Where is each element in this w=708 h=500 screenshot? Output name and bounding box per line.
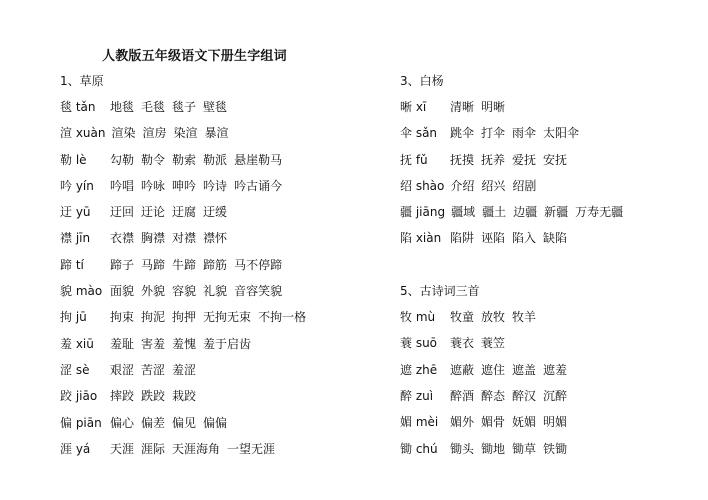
vocab-entry xyxy=(400,229,700,255)
compound-word: 陷阱 xyxy=(450,231,475,246)
compound-word: 勾勒 xyxy=(110,152,135,167)
vocab-entry xyxy=(400,308,700,334)
compound-word: 音容笑貌 xyxy=(234,284,283,299)
compound-word: 遮住 xyxy=(481,362,506,377)
vocab-entry xyxy=(60,256,380,282)
vocab-entry xyxy=(60,387,380,413)
compound-word: 壁毯 xyxy=(203,100,228,114)
compound-word: 迂论 xyxy=(141,205,166,220)
compound-word: 艰涩 xyxy=(110,362,135,377)
character-pinyin: 疆 jiāng xyxy=(400,205,446,220)
compound-word: 勒索 xyxy=(172,152,197,167)
compound-word: 栽跤 xyxy=(172,389,197,404)
compound-word: 渲染 xyxy=(111,126,136,141)
compound-word: 铁锄 xyxy=(543,441,568,456)
compound-word: 醉酒 xyxy=(450,388,475,403)
vocab-entry xyxy=(60,335,380,361)
section-spacer xyxy=(400,256,700,282)
compound-word: 拘泥 xyxy=(141,310,166,325)
word-group xyxy=(450,100,512,114)
character-pinyin: 跤 jiāo xyxy=(60,389,98,404)
compound-word: 牧童 xyxy=(450,310,475,325)
character-pinyin: 醉 zuì xyxy=(400,388,434,403)
compound-word: 拘束 xyxy=(110,310,135,325)
word-group xyxy=(110,442,282,456)
compound-word: 天涯海角 xyxy=(172,441,221,456)
compound-word: 涯际 xyxy=(141,441,166,456)
character-pinyin: 牧 mù xyxy=(400,310,436,325)
word-group xyxy=(451,205,630,219)
compound-word: 锄头 xyxy=(450,441,475,456)
compound-word: 迂回 xyxy=(110,205,135,220)
compound-word: 缺陷 xyxy=(543,231,568,246)
compound-word: 新疆 xyxy=(544,205,569,220)
character-pinyin: 绍 shào xyxy=(400,178,445,193)
compound-word: 呻吟 xyxy=(172,178,197,193)
character-pinyin: 抚 fǔ xyxy=(400,152,428,167)
left-column xyxy=(60,72,380,466)
vocab-entry xyxy=(60,98,380,124)
vocab-entry xyxy=(400,177,700,203)
vocab-entry xyxy=(60,177,380,203)
compound-word: 放牧 xyxy=(481,310,506,325)
compound-word: 媚外 xyxy=(450,415,475,430)
compound-word: 面貌 xyxy=(110,284,135,299)
compound-word: 雨伞 xyxy=(512,126,537,141)
compound-word: 跳伞 xyxy=(450,126,475,141)
compound-word: 吟咏 xyxy=(141,178,166,193)
compound-word: 疆土 xyxy=(482,205,507,220)
compound-word: 妩媚 xyxy=(512,415,537,430)
compound-word: 明媚 xyxy=(543,415,568,430)
compound-word: 偏心 xyxy=(110,415,135,430)
vocab-entry xyxy=(60,151,380,177)
compound-word: 安抚 xyxy=(543,152,568,167)
compound-word: 衣襟 xyxy=(110,231,135,246)
compound-word: 蓑衣 xyxy=(450,336,475,351)
compound-word: 陷入 xyxy=(512,231,537,246)
compound-word: 勒令 xyxy=(141,152,166,167)
word-group xyxy=(450,153,574,167)
character-pinyin: 勒 lè xyxy=(60,152,87,167)
vocab-entry xyxy=(400,151,700,177)
character-pinyin: 晰 xī xyxy=(400,100,427,114)
character-pinyin: 涩 sè xyxy=(60,362,90,377)
character-pinyin: 吟 yín xyxy=(60,178,94,193)
vocab-entry xyxy=(60,308,380,334)
word-group xyxy=(110,153,289,167)
vocab-entry xyxy=(400,334,700,360)
compound-word: 悬崖勒马 xyxy=(234,152,283,167)
compound-word: 摔跤 xyxy=(110,389,135,404)
compound-word: 马蹄 xyxy=(141,257,166,272)
entry-list xyxy=(60,98,380,466)
page-title: 人教版五年级语文下册生字组词 xyxy=(102,49,287,64)
compound-word: 遮盖 xyxy=(512,362,537,377)
vocab-entry xyxy=(60,361,380,387)
compound-word: 绍兴 xyxy=(481,178,506,193)
vocab-entry xyxy=(60,203,380,229)
compound-word: 拘押 xyxy=(172,310,197,325)
word-group xyxy=(110,258,289,272)
compound-word: 一望无涯 xyxy=(227,441,276,456)
vocab-entry xyxy=(400,387,700,413)
compound-word: 蓑笠 xyxy=(481,336,506,351)
compound-word: 羞耻 xyxy=(110,336,135,351)
vocab-entry xyxy=(400,413,700,439)
word-group xyxy=(450,231,574,245)
vocab-entry xyxy=(60,414,380,440)
vocab-entry xyxy=(400,361,700,387)
compound-word: 遮蔽 xyxy=(450,362,475,377)
compound-word: 容貌 xyxy=(172,284,197,299)
compound-word: 醉态 xyxy=(481,388,506,403)
compound-word: 暴渲 xyxy=(204,126,229,141)
compound-word: 襟怀 xyxy=(203,231,228,246)
character-pinyin: 媚 mèi xyxy=(400,415,439,430)
compound-word: 清晰 xyxy=(450,100,475,114)
compound-word: 染渲 xyxy=(173,126,198,141)
compound-word: 媚骨 xyxy=(481,415,506,430)
compound-word: 地毯 xyxy=(110,100,135,114)
compound-word: 绍剧 xyxy=(512,178,537,193)
character-pinyin: 涯 yá xyxy=(60,441,91,456)
compound-word: 锄草 xyxy=(512,441,537,456)
word-group xyxy=(110,363,203,377)
compound-word: 打伞 xyxy=(481,126,506,141)
compound-word: 吟唱 xyxy=(110,178,135,193)
word-group xyxy=(111,126,235,140)
compound-word: 介绍 xyxy=(450,178,475,193)
word-group xyxy=(110,310,313,324)
section-heading: 1、草原 xyxy=(60,74,104,88)
character-pinyin: 拘 jū xyxy=(60,310,87,325)
compound-word: 羞于启齿 xyxy=(203,336,252,351)
compound-word: 偏偏 xyxy=(203,415,228,430)
compound-word: 马不停蹄 xyxy=(234,257,283,272)
compound-word: 边疆 xyxy=(513,205,538,220)
compound-word: 苦涩 xyxy=(141,362,166,377)
compound-word: 毯子 xyxy=(172,100,197,114)
compound-word: 无拘无束 xyxy=(203,310,252,325)
word-group xyxy=(450,179,543,193)
vocab-entry xyxy=(400,124,700,150)
word-group xyxy=(450,389,574,403)
section-heading: 5、古诗词三首 xyxy=(400,284,480,299)
compound-word: 沉醉 xyxy=(543,388,568,403)
compound-word: 外貌 xyxy=(141,284,166,299)
compound-word: 万寿无疆 xyxy=(575,205,624,220)
vocab-entry xyxy=(400,440,700,466)
word-group xyxy=(450,363,574,377)
compound-word: 偏见 xyxy=(172,415,197,430)
compound-word: 跌跤 xyxy=(141,389,166,404)
compound-word: 爱抚 xyxy=(512,152,537,167)
vocab-entry xyxy=(60,440,380,466)
character-pinyin: 毯 tǎn xyxy=(60,100,96,114)
word-group xyxy=(110,205,234,219)
compound-word: 蹄子 xyxy=(110,257,135,272)
compound-word: 毛毯 xyxy=(141,100,166,114)
compound-word: 锄地 xyxy=(481,441,506,456)
compound-word: 迂腐 xyxy=(172,205,197,220)
compound-word: 牧羊 xyxy=(512,310,537,325)
word-group xyxy=(110,100,234,114)
entry-list xyxy=(400,98,700,256)
character-pinyin: 伞 sǎn xyxy=(400,126,438,141)
compound-word: 疆域 xyxy=(451,205,476,220)
character-pinyin: 陷 xiàn xyxy=(400,231,442,246)
character-pinyin: 羞 xiū xyxy=(60,336,94,351)
vocab-entry xyxy=(60,124,380,150)
word-group xyxy=(450,415,574,429)
compound-word: 吟诗 xyxy=(203,178,228,193)
word-group xyxy=(450,310,543,324)
compound-word: 羞愧 xyxy=(172,336,197,351)
compound-word: 天涯 xyxy=(110,441,135,456)
compound-word: 明晰 xyxy=(481,100,506,114)
entry-list xyxy=(400,308,700,466)
character-pinyin: 迂 yū xyxy=(60,205,91,220)
compound-word: 不拘一格 xyxy=(258,310,307,325)
compound-word: 抚摸 xyxy=(450,152,475,167)
compound-word: 勒派 xyxy=(203,152,228,167)
section-heading: 3、白杨 xyxy=(400,74,444,88)
compound-word: 羞涩 xyxy=(172,362,197,377)
compound-word: 醉汉 xyxy=(512,388,537,403)
vocab-entry xyxy=(60,282,380,308)
vocab-entry xyxy=(400,98,700,124)
compound-word: 害羞 xyxy=(141,336,166,351)
compound-word: 偏差 xyxy=(141,415,166,430)
word-group xyxy=(450,442,574,456)
compound-word: 迂缓 xyxy=(203,205,228,220)
character-pinyin: 襟 jīn xyxy=(60,231,91,246)
compound-word: 吟古诵今 xyxy=(234,178,283,193)
vocab-entry xyxy=(60,229,380,255)
word-group xyxy=(110,337,258,351)
character-pinyin: 蓑 suō xyxy=(400,336,438,351)
compound-word: 抚养 xyxy=(481,152,506,167)
character-pinyin: 蹄 tí xyxy=(60,257,84,272)
compound-word: 对襟 xyxy=(172,231,197,246)
character-pinyin: 貌 mào xyxy=(60,284,103,299)
word-group xyxy=(110,284,289,298)
compound-word: 太阳伞 xyxy=(543,126,580,141)
vocab-entry xyxy=(400,203,700,229)
word-group xyxy=(450,126,586,140)
word-group xyxy=(110,231,234,245)
word-group xyxy=(110,179,289,193)
word-group xyxy=(110,389,203,403)
compound-word: 礼貌 xyxy=(203,284,228,299)
right-column xyxy=(400,72,700,466)
compound-word: 渲房 xyxy=(142,126,167,141)
character-pinyin: 渲 xuàn xyxy=(60,126,106,141)
compound-word: 遮羞 xyxy=(543,362,568,377)
character-pinyin: 遮 zhē xyxy=(400,362,438,377)
word-group xyxy=(450,336,512,350)
compound-word: 蹄筋 xyxy=(203,257,228,272)
word-group xyxy=(110,416,234,430)
character-pinyin: 偏 piān xyxy=(60,415,102,430)
character-pinyin: 锄 chú xyxy=(400,441,438,456)
compound-word: 胸襟 xyxy=(141,231,166,246)
compound-word: 诬陷 xyxy=(481,231,506,246)
compound-word: 牛蹄 xyxy=(172,257,197,272)
